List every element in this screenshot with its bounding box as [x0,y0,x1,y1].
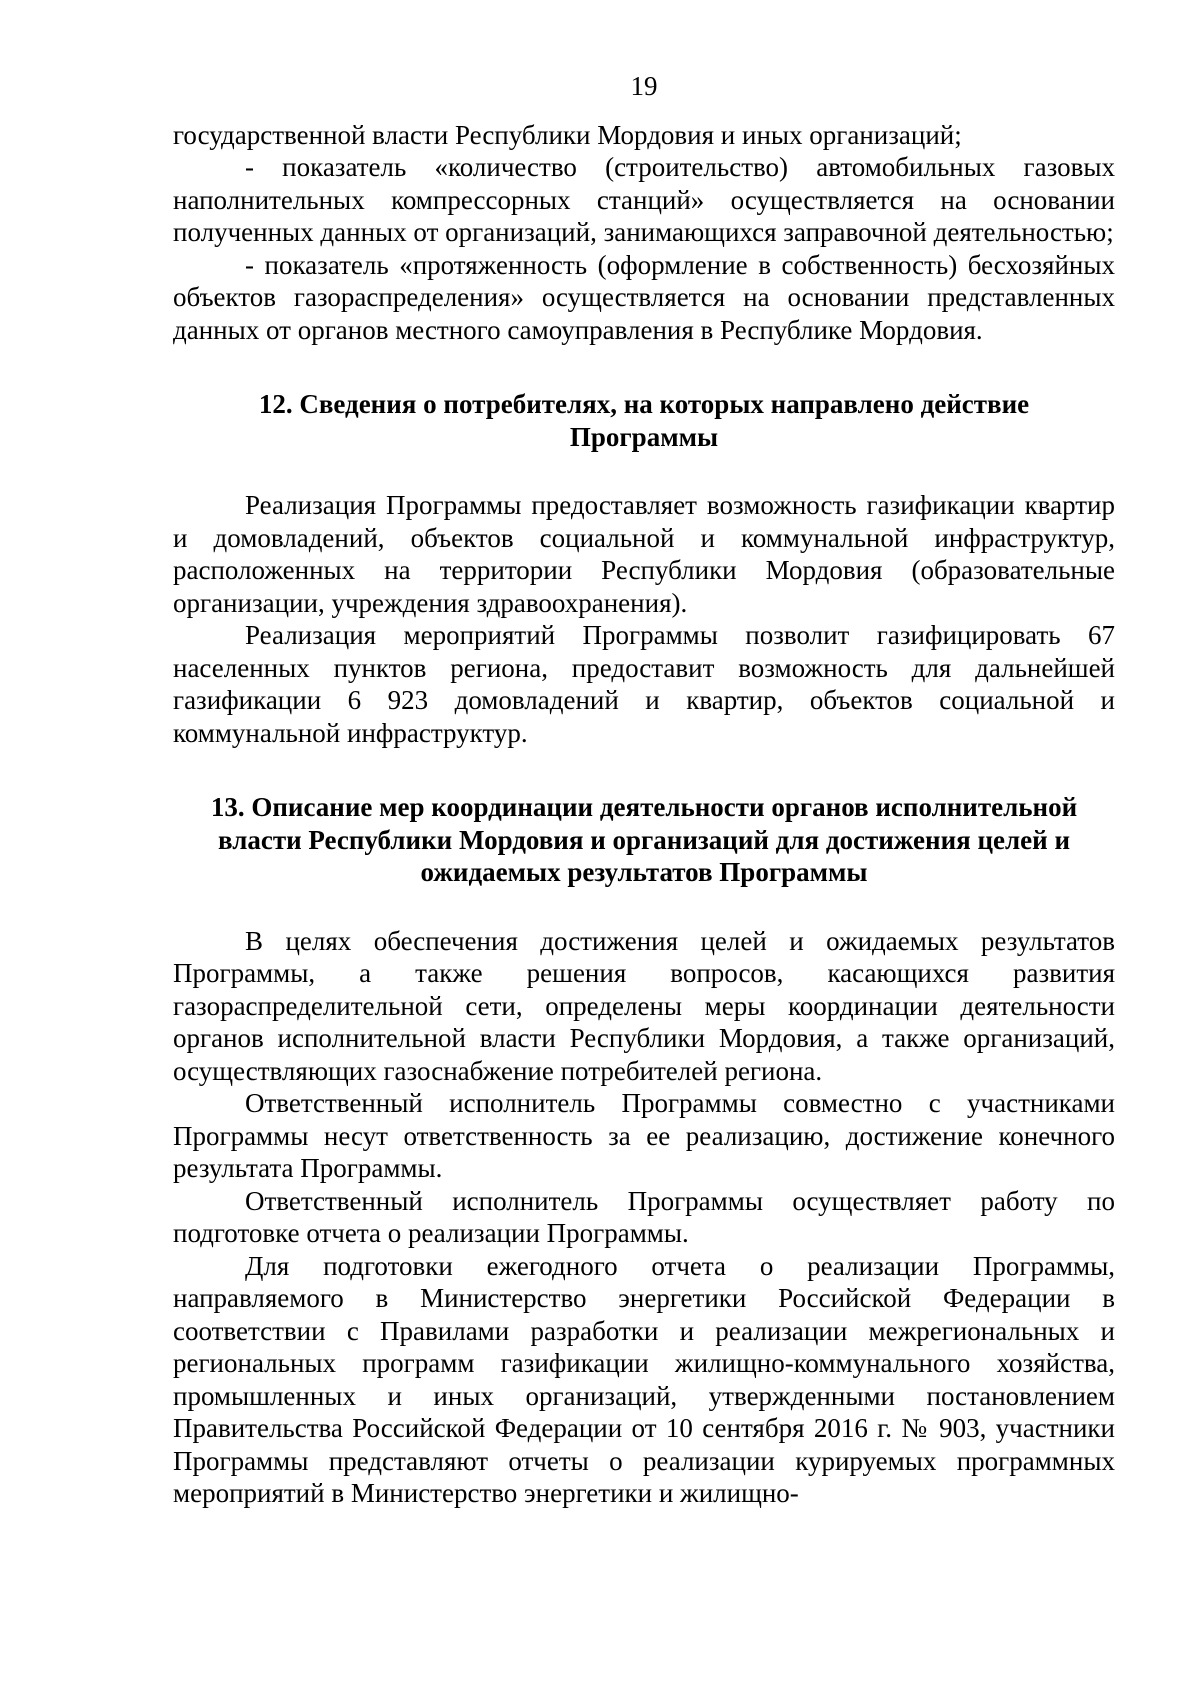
section-13-heading [173,791,1115,889]
section-12-paragraph: Реализация Программы предоставляет возможность газификации квартир и домовладений, объектов социальной и коммунальной инфраструктур, расположенных на территории Республики Мордовия (образовательные организации, учреждения здравоохранения). [173,490,1115,618]
section-12-paragraph: Реализация мероприятий Программы позволит газифицировать 67 населенных пунктов региона, предоставит возможность для дальнейшей газификации 6 923 домовладений и квартир, объектов социальной и коммунальной инфраструктур. [173,620,1115,748]
section-12-heading-line-2: Программы [569,421,719,452]
document-page [173,70,1115,1510]
section-12-heading-line-1: 12. Сведения о потребителях, на которых направлено действие [258,389,1030,419]
bullet-gas-stations: - показатель «количество (строительство) автомобильных газовых наполнительных компрессорных станций» осуществляется на основании полученных данных от организаций, занимающихся заправочной деятельностью; [173,152,1115,247]
section-13-paragraph: Для подготовки ежегодного отчета о реализации Программы, направляемого в Министерство энергетики Российской Федерации в соответствии с Правилами разработки и реализации межрегиональных и региональных программ газификации жилищно-коммунального хозяйства, промышленных и иных организаций, утвержденными постановлением Правительства Российской Федерации от 10 сентября 2016 г. № 903, участники Программы представляют отчеты о реализации курируемых программных мероприятий в Министерство энергетики и жилищно- [173,1250,1115,1508]
bullet-ownerless-objects: - показатель «протяженность (оформление в собственность) бесхозяйных объектов газораспределения» осуществляется на основании представленных данных от органов местного самоуправления в Республике Мордовия. [173,249,1115,345]
section-13-heading-line-1: 13. Описание мер координации деятельности органов исполнительной [210,792,1078,822]
section-13-heading-line-3: ожидаемых результатов Программы [420,857,868,887]
section-13-paragraph: Ответственный исполнитель Программы осуществляет работу по подготовке отчета о реализации Программы. [173,1185,1115,1248]
section-13-paragraph: Ответственный исполнитель Программы совместно с участниками Программы несут ответственность за ее реализацию, достижение конечного результата Программы. [173,1088,1115,1183]
section-13-paragraph: В целях обеспечения достижения целей и ожидаемых результатов Программы, а также решения вопросов, касающихся развития газораспределительной сети, определены меры координации деятельности органов исполнительной власти Республики Мордовия, а также организаций, осуществляющих газоснабжение потребителей региона. [173,925,1115,1086]
section-12-heading [173,388,1115,453]
page-number: 19 [630,71,658,101]
intro-continuation: государственной власти Республики Мордовия и иных организаций; [173,119,962,150]
section-13-heading-line-2: власти Республики Мордовия и организаций для достижения целей и [217,824,1071,855]
